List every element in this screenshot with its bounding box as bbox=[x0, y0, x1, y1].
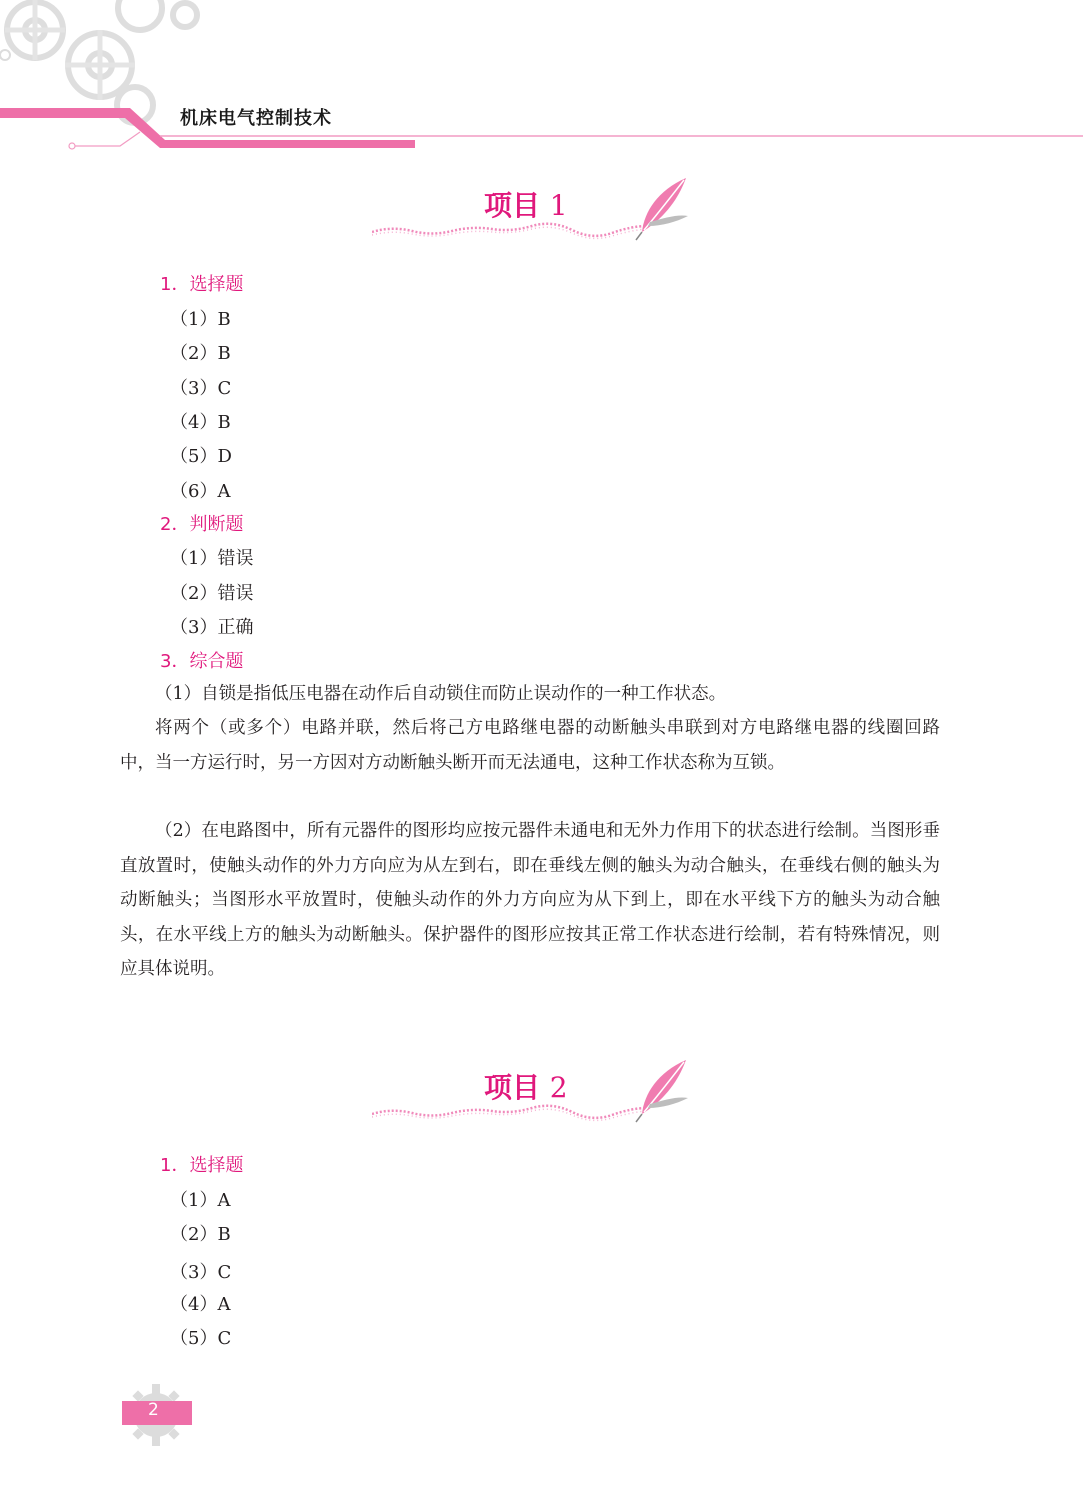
answer-item: （6）A bbox=[170, 481, 231, 502]
answer-item: （2）错误 bbox=[170, 583, 254, 604]
answer-paragraph: （2）在电路图中，所有元器件的图形均应按元器件未通电和无外力作用下的状态进行绘制。当图形垂直放置时，使触头动作的外力方向应为从左到右，即在垂线左侧的触头为动合触头，在垂线右侧的触头为动断触头；当图形水平放置时，使触头动作的外力方向应为从下到上，即在水平线下方的触头为动合触头，在水平线上方的触头为动断触头。保护器件的图形应按其正常工作状态进行绘制，若有特殊情况，则应具体说明。 bbox=[120, 821, 940, 979]
answer-item: （5）D bbox=[170, 446, 232, 467]
answer-item: （3）C bbox=[170, 1262, 232, 1283]
answer-paragraph: 将两个（或多个）电路并联，然后将己方电路继电器的动断触头串联到对方电路继电器的线圈回路中，当一方运行时，另一方因对方动断触头断开而无法通电，这种工作状态称为互锁。 bbox=[120, 718, 940, 773]
answer-item: （4）B bbox=[170, 412, 231, 433]
project-2-title-text: 项目 bbox=[484, 1071, 541, 1104]
answer-item: （1）错误 bbox=[170, 548, 254, 569]
page-number: 2 bbox=[148, 1400, 159, 1420]
project-2-heading bbox=[0, 1058, 1083, 1138]
answer-paragraph: （1）自锁是指低压电器在动作后自动锁住而防止误动作的一种工作状态。 bbox=[155, 684, 727, 704]
feather-icon bbox=[630, 172, 700, 242]
answer-item: （2）B bbox=[170, 343, 231, 364]
answer-item: （1）B bbox=[170, 309, 231, 330]
answer-item: （5）C bbox=[170, 1328, 232, 1349]
project-2-title bbox=[484, 1066, 568, 1106]
header-band bbox=[0, 0, 1083, 160]
answer-item: （1）A bbox=[170, 1190, 231, 1211]
answer-item: （2）B bbox=[170, 1224, 231, 1245]
wavy-divider-icon bbox=[372, 1102, 652, 1122]
project-1-title-text: 项目 bbox=[484, 189, 541, 222]
wavy-divider-icon bbox=[372, 220, 652, 240]
project-1-heading bbox=[0, 176, 1083, 256]
section-heading-choice: 1．选择题 bbox=[160, 274, 244, 295]
answer-item: （4）A bbox=[170, 1294, 231, 1315]
answer-item: （3）C bbox=[170, 378, 232, 399]
project-1-number: 1 bbox=[549, 189, 568, 222]
section-heading-comprehensive: 3．综合题 bbox=[160, 651, 244, 672]
project-2-number: 2 bbox=[549, 1071, 568, 1104]
book-title: 机床电气控制技术 bbox=[180, 108, 332, 129]
section-heading-choice: 1．选择题 bbox=[160, 1155, 244, 1176]
section-heading-judgment: 2．判断题 bbox=[160, 514, 244, 535]
feather-icon bbox=[630, 1054, 700, 1124]
project-1-title bbox=[484, 184, 568, 224]
answer-item: （3）正确 bbox=[170, 617, 254, 638]
